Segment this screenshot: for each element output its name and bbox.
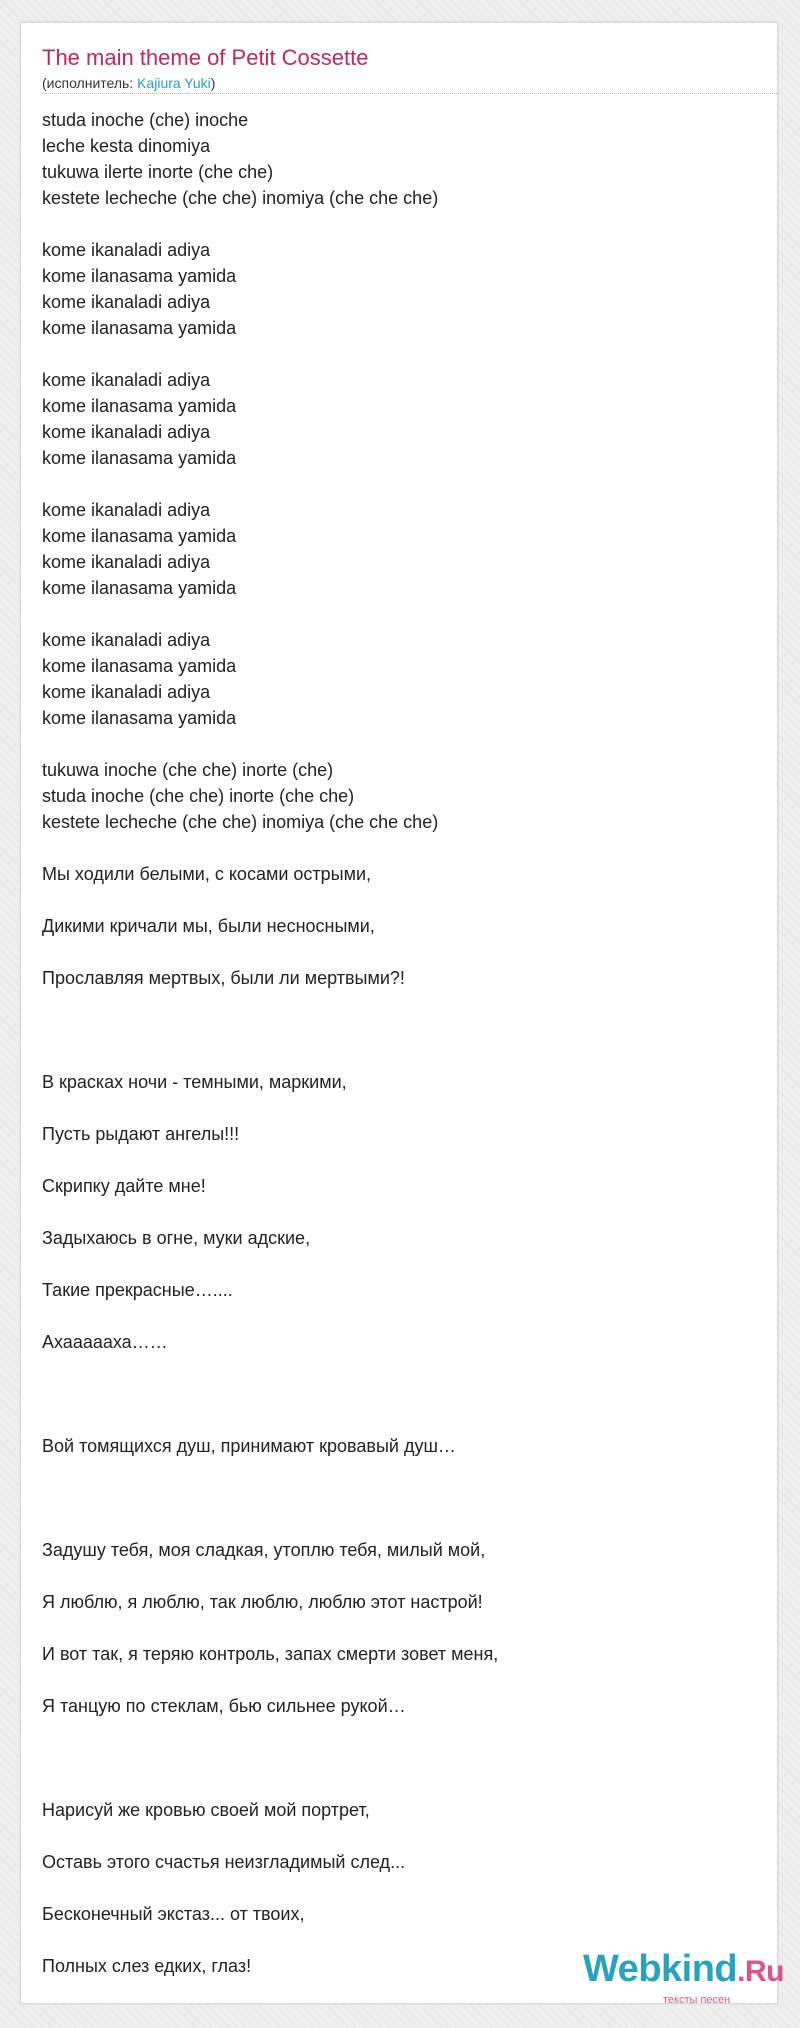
lyric-blank-line (42, 1095, 498, 1121)
lyric-line: kome ikanaladi adiya (42, 292, 211, 312)
lyric-line: kome ilanasama yamida (42, 656, 237, 676)
lyric-blank-line (42, 1511, 498, 1537)
lyric-blank-line (42, 991, 498, 1017)
lyric-line: Я люблю, я люблю, так люблю, люблю этот настрой! (42, 1592, 483, 1612)
lyric-blank-line (42, 1017, 498, 1043)
lyric-blank-line (42, 1355, 498, 1381)
lyric-blank-line (42, 1927, 498, 1953)
lyric-line: kome ikanaladi adiya (42, 422, 211, 442)
lyric-blank-line (42, 1303, 498, 1329)
logo-main-text: Webkind (583, 1948, 738, 1990)
lyric-line: Скрипку дайте мне! (42, 1176, 206, 1196)
lyric-blank-line (42, 1875, 498, 1901)
lyric-line: kome ikanaladi adiya (42, 370, 211, 390)
lyric-line: kome ilanasama yamida (42, 396, 237, 416)
lyric-line: Мы ходили белыми, с косами острыми, (42, 864, 372, 884)
lyric-blank-line (42, 1719, 498, 1745)
lyric-line: tukuwa ilerte inorte (che che) (42, 162, 274, 182)
lyric-line: Ахаааааха…… (42, 1332, 168, 1352)
lyric-line: Пусть рыдают ангелы!!! (42, 1124, 240, 1144)
lyric-line: Полных слез едких, глаз! (42, 1956, 252, 1976)
lyric-line: kestete lecheche (che che) inomiya (che che che) (42, 812, 439, 832)
lyric-line: kestete lecheche (che che) inomiya (che che che) (42, 188, 439, 208)
performer-link[interactable]: Kajiura Yuki (137, 75, 211, 91)
lyric-blank-line (42, 1771, 498, 1797)
lyric-blank-line (42, 1459, 498, 1485)
lyric-blank-line (42, 1147, 498, 1173)
lyric-blank-line (42, 471, 498, 497)
lyric-line: kome ilanasama yamida (42, 318, 237, 338)
lyric-line: Такие прекрасные….... (42, 1280, 233, 1300)
lyric-line: studa inoche (che che) inorte (che che) (42, 786, 355, 806)
performer-line (42, 75, 215, 91)
lyric-blank-line (42, 1667, 498, 1693)
lyric-blank-line (42, 211, 498, 237)
lyric-line: kome ikanaladi adiya (42, 630, 211, 650)
lyric-blank-line (42, 1407, 498, 1433)
lyric-blank-line (42, 1823, 498, 1849)
logo-tld: .Ru (737, 1955, 784, 1988)
lyric-blank-line (42, 1199, 498, 1225)
lyric-line: kome ikanaladi adiya (42, 682, 211, 702)
lyric-blank-line (42, 601, 498, 627)
performer-label: (исполнитель: (42, 75, 138, 91)
lyric-line: kome ikanaladi adiya (42, 500, 211, 520)
lyric-line: Дикими кричали мы, были несносными, (42, 916, 375, 936)
lyric-blank-line (42, 1615, 498, 1641)
logo-tagline: тексты песен (663, 1994, 731, 2006)
logo-wordmark (583, 1948, 784, 1991)
lyric-line: Оставь этого счастья неизгладимый след... (42, 1852, 406, 1872)
lyric-blank-line (42, 1043, 498, 1069)
site-logo[interactable] (583, 1948, 800, 2008)
lyric-line: kome ikanaladi adiya (42, 552, 211, 572)
lyric-blank-line (42, 1251, 498, 1277)
lyric-blank-line (42, 1563, 498, 1589)
lyric-line: Вой томящихся душ, принимают кровавый душ… (42, 1436, 456, 1456)
lyric-line: studa inoche (che) inoche (42, 110, 249, 130)
lyric-blank-line (42, 887, 498, 913)
title-divider (42, 93, 779, 94)
lyric-line: leche kesta dinomiya (42, 136, 211, 156)
lyric-line: Задушу тебя, моя сладкая, утоплю тебя, милый мой, (42, 1540, 486, 1560)
lyric-blank-line (42, 731, 498, 757)
lyric-line: kome ikanaladi adiya (42, 240, 211, 260)
lyric-line: Бесконечный экстаз... от твоих, (42, 1904, 305, 1924)
song-title: The main theme of Petit Cossette (42, 45, 369, 70)
lyric-line: kome ilanasama yamida (42, 266, 237, 286)
lyric-blank-line (42, 1745, 498, 1771)
lyric-line: Я танцую по стеклам, бью сильнее рукой… (42, 1696, 406, 1716)
lyric-blank-line (42, 1381, 498, 1407)
lyric-blank-line (42, 835, 498, 861)
lyric-blank-line (42, 939, 498, 965)
lyric-blank-line (42, 341, 498, 367)
lyric-line: В красках ночи - темными, маркими, (42, 1072, 347, 1092)
performer-close: ) (210, 75, 216, 91)
lyric-line: Задыхаюсь в огне, муки адские, (42, 1228, 311, 1248)
lyric-line: Нарисуй же кровью своей мой портрет, (42, 1800, 370, 1820)
lyric-line: Прославляя мертвых, были ли мертвыми?! (42, 968, 405, 988)
lyric-line: kome ilanasama yamida (42, 526, 237, 546)
lyric-line: kome ilanasama yamida (42, 708, 237, 728)
lyrics-card (20, 22, 784, 2006)
lyrics-text (42, 107, 498, 1979)
lyric-blank-line (42, 1485, 498, 1511)
lyric-line: И вот так, я теряю контроль, запах смерти зовет меня, (42, 1644, 499, 1664)
lyric-line: kome ilanasama yamida (42, 578, 237, 598)
lyric-line: kome ilanasama yamida (42, 448, 237, 468)
lyric-line: tukuwa inoche (che che) inorte (che) (42, 760, 334, 780)
